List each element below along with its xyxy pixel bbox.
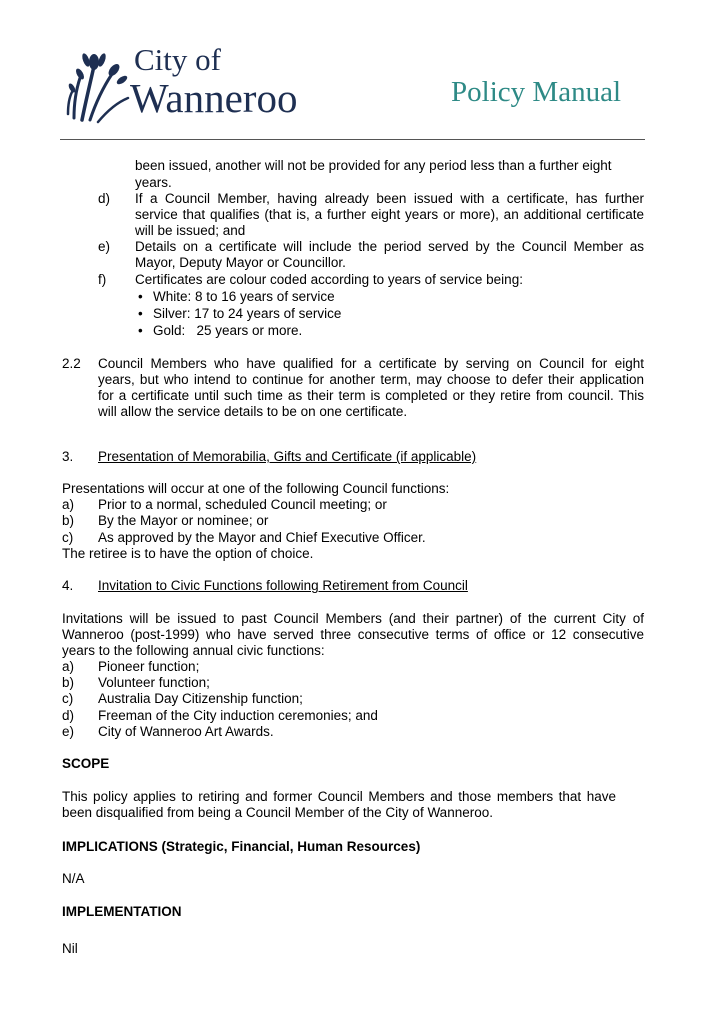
paragraph-line: years, but who intend to continue for another term, may choose to defer their application — [98, 372, 644, 387]
section-heading: Presentation of Memorabilia, Gifts and Certificate (if applicable) — [98, 449, 477, 464]
header-divider — [60, 139, 645, 140]
paragraph-line: years to the following annual civic functions: — [62, 643, 325, 658]
list-marker: e) — [98, 239, 111, 254]
list-item: Pioneer function; — [98, 659, 200, 674]
paragraph-line: Wanneroo (post-1999) who have served three consecutive terms of office or 12 consecutive — [62, 627, 644, 642]
list-item: Prior to a normal, scheduled Council meeting; or — [98, 497, 387, 512]
list-marker: a) — [62, 659, 75, 674]
list-item-c-tail: years. — [135, 175, 172, 190]
list-item-line: Details on a certificate will include the period served by the Council Member as — [135, 239, 644, 254]
logo-text-city-of: City of — [134, 42, 221, 77]
list-item: Freeman of the City induction ceremonies; and — [98, 708, 378, 723]
list-item: Australia Day Citizenship function; — [98, 691, 303, 706]
paragraph-line: been disqualified from being a Council Member of the City of Wanneroo. — [62, 805, 493, 820]
list-item-line: Certificates are colour coded according to years of service being: — [135, 272, 523, 287]
paragraph-line: This policy applies to retiring and former Council Members and those members that have — [62, 789, 616, 804]
section-number: 4. — [62, 578, 74, 593]
list-item: As approved by the Mayor and Chief Executive Officer. — [98, 530, 426, 545]
paragraph-line: will allow the service details to be on one certificate. — [98, 404, 408, 419]
list-item: Volunteer function; — [98, 675, 210, 690]
implementation-text: Nil — [62, 941, 78, 956]
bullet-item: White: 8 to 16 years of service — [153, 289, 335, 304]
paragraph-line: Council Members who have qualified for a certificate by serving on Council for eight — [98, 356, 644, 371]
paragraph-line: Presentations will occur at one of the following Council functions: — [62, 481, 450, 496]
section-number: 3. — [62, 449, 74, 464]
paragraph-line: Invitations will be issued to past Council Members (and their partner) of the current City of — [62, 611, 644, 626]
list-marker: e) — [62, 724, 75, 739]
list-item-line: service that qualifies (that is, a further eight years or more), an additional certificate — [135, 207, 644, 222]
logo-text-wanneroo: Wanneroo — [130, 75, 298, 121]
paragraph-line: for a certificate until such time as their term is completed or they retire from council. This — [98, 388, 644, 403]
list-item-line: Mayor, Deputy Mayor or Councillor. — [135, 255, 346, 270]
list-item-c-tail: been issued, another will not be provided for any period less than a further eight — [135, 158, 612, 173]
bullet-icon: • — [138, 306, 143, 321]
bullet-item: Gold: 25 years or more. — [153, 323, 303, 338]
list-item-line: If a Council Member, having already been issued with a certificate, has further — [135, 191, 644, 206]
list-item-line: will be issued; and — [135, 223, 246, 238]
list-marker: b) — [62, 675, 75, 690]
list-marker: b) — [62, 513, 75, 528]
implications-heading: IMPLICATIONS (Strategic, Financial, Human Resources) — [62, 839, 421, 854]
bullet-icon: • — [138, 289, 143, 304]
implications-text: N/A — [62, 871, 85, 886]
list-marker: d) — [98, 191, 111, 206]
list-marker: a) — [62, 497, 75, 512]
implementation-heading: IMPLEMENTATION — [62, 904, 182, 919]
kangaroo-paw-icon — [60, 48, 135, 128]
list-item: By the Mayor or nominee; or — [98, 513, 269, 528]
scope-heading: SCOPE — [62, 756, 110, 771]
bullet-icon: • — [138, 323, 143, 338]
section-heading: Invitation to Civic Functions following Retirement from Council — [98, 578, 468, 593]
section-number: 2.2 — [62, 356, 81, 371]
list-marker: f) — [98, 272, 107, 287]
bullet-item: Silver: 17 to 24 years of service — [153, 306, 342, 321]
document-title: Policy Manual — [451, 76, 621, 108]
list-item: City of Wanneroo Art Awards. — [98, 724, 274, 739]
list-marker: c) — [62, 691, 74, 706]
list-marker: c) — [62, 530, 74, 545]
list-marker: d) — [62, 708, 75, 723]
paragraph-line: The retiree is to have the option of choice. — [62, 546, 314, 561]
